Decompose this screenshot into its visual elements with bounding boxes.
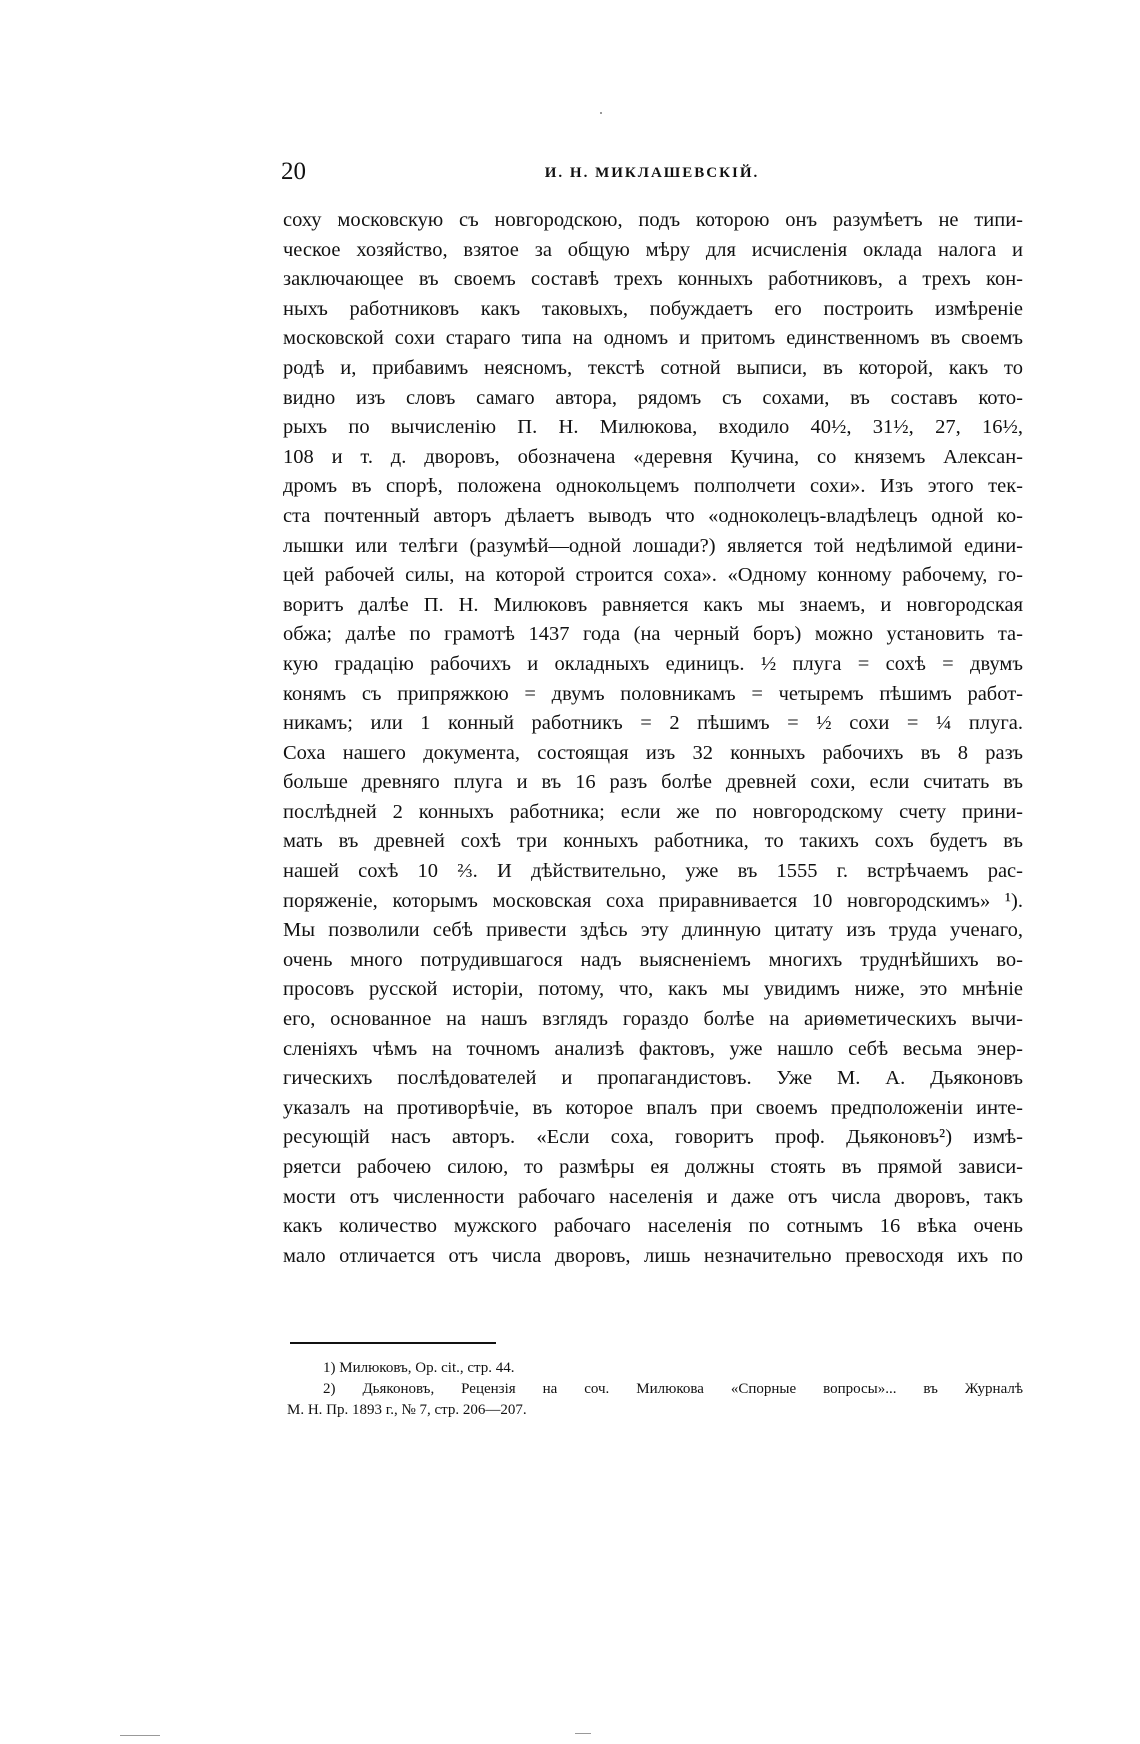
text-line: больше древняго плуга и въ 16 разъ болѣе древней сохи, если считать въ: [283, 771, 1023, 794]
page-number: 20: [281, 158, 306, 185]
scan-speck: [600, 112, 602, 114]
footnote-2-line-1: 2) Дьяконовъ, Рецензія на соч. Милюкова «Спорные вопросы»... въ Журналѣ: [323, 1381, 1023, 1397]
text-line: мости отъ численности рабочаго населенія и даже отъ числа дворовъ, такъ: [283, 1185, 1023, 1208]
text-line: очень много потрудившагося надъ выясненіемъ многихъ труднѣйшихъ во-: [283, 948, 1023, 971]
text-line: воритъ далѣе П. Н. Милюковъ равняется какъ мы знаемъ, и новгородская: [283, 593, 1023, 616]
footnote-1: 1) Милюковъ, Op. cit., стр. 44.: [323, 1360, 515, 1376]
text-line: конямъ съ припряжкою = двумъ половникамъ = четыремъ пѣшимъ работ-: [283, 682, 1023, 705]
text-line: соху московскую съ новгородскою, подъ которою онъ разумѣетъ не типи-: [283, 209, 1023, 231]
text-line: послѣдней 2 конныхъ работника; если же по новгородскому счету прини-: [283, 800, 1023, 823]
text-line: какъ количество мужского рабочаго населенія по сотнымъ 16 вѣка очень: [283, 1215, 1023, 1238]
text-line: Соха нашего документа, состоящая изъ 32 конныхъ рабочихъ въ 8 разъ: [283, 741, 1023, 764]
text-line: ныхъ работниковъ какъ таковыхъ, побуждаетъ его построить измѣреніе: [283, 297, 1023, 320]
running-head: И. Н. МИКЛАШЕВСКІЙ.: [544, 165, 760, 181]
text-line: просовъ русской исторіи, потому, что, какъ мы увидимъ ниже, это мнѣніе: [283, 978, 1023, 1001]
text-line: видно изъ словъ самаго автора, рядомъ съ сохами, въ составъ кото-: [283, 386, 1023, 409]
scan-speck: [575, 1733, 591, 1734]
text-line: рыхъ по вычисленію П. Н. Милюкова, входило 40½, 31½, 27, 16½,: [283, 416, 1023, 439]
text-line: цей рабочей силы, на которой строится соха». «Одному конному рабочему, го-: [283, 564, 1023, 587]
text-line: Мы позволили себѣ привести здѣсь эту длинную цитату изъ труда ученаго,: [283, 919, 1023, 942]
footnote-rule: [290, 1342, 496, 1344]
text-line: заключающее въ своемъ составѣ трехъ конныхъ работниковъ, а трехъ кон-: [283, 268, 1023, 291]
text-line: московской сохи стараго типа на одномъ и притомъ единственномъ въ своемъ: [283, 327, 1023, 350]
text-line: мало отличается отъ числа дворовъ, лишь незначительно превосходя ихъ по: [283, 1244, 1023, 1267]
scan-speck: [120, 1735, 160, 1736]
footnotes: [287, 1358, 1023, 1421]
text-line: гическихъ послѣдователей и пропагандистовъ. Уже М. А. Дьяконовъ: [283, 1067, 1023, 1090]
text-line: мать въ древней сохѣ три конныхъ работника, то такихъ сохъ будетъ въ: [283, 830, 1023, 853]
text-line: его, основанное на нашъ взглядъ гораздо болѣе на ариѳметическихъ вычи-: [283, 1008, 1023, 1031]
text-line: родѣ и, прибавимъ неясномъ, текстѣ сотной выписи, въ которой, какъ то: [283, 356, 1023, 379]
text-line: указалъ на противорѣчіе, въ которое впалъ при своемъ предположеніи инте-: [283, 1096, 1023, 1119]
text-line: поряженіе, которымъ московская соха приравнивается 10 новгородскимъ» ¹).: [283, 889, 1023, 912]
text-line: 108 и т. д. дворовъ, обозначена «деревня Кучина, со княземъ Алексан-: [283, 445, 1023, 468]
page-header: [281, 156, 1023, 188]
text-line: ческое хозяйство, взятое за общую мѣру для исчисленія оклада налога и: [283, 238, 1023, 261]
text-line: обжа; далѣе по грамотѣ 1437 года (на черный боръ) можно установить та-: [283, 623, 1023, 646]
text-line: кую градацію рабочихъ и окладныхъ единицъ. ½ плуга = сохѣ = двумъ: [283, 652, 1023, 675]
text-line: ресующій насъ авторъ. «Если соха, говоритъ проф. Дьяконовъ²) измѣ-: [283, 1126, 1023, 1149]
text-line: ряетси рабочею силою, то размѣры ея должны стоять въ прямой зависи-: [283, 1156, 1023, 1178]
text-line: лышки или телѣги (разумѣй—одной лошади?) является той недѣлимой едини-: [283, 534, 1023, 557]
text-line: дромъ въ спорѣ, положена однокольцемъ полполчети сохи». Изъ этого тек-: [283, 475, 1023, 498]
text-line: ста почтенный авторъ дѣлаетъ выводъ что «одноколецъ-владѣлецъ одной ко-: [283, 504, 1023, 527]
text-line: никамъ; или 1 конный работникъ = 2 пѣшимъ = ½ сохи = ¼ плуга.: [283, 712, 1023, 735]
body-text: [283, 206, 1023, 1271]
footnote-2-line-2: М. Н. Пр. 1893 г., № 7, стр. 206—207.: [287, 1402, 527, 1418]
text-line: сленіяхъ чѣмъ на точномъ анализѣ фактовъ, уже нашло себѣ весьма энер-: [283, 1037, 1023, 1060]
text-line: нашей сохѣ 10 ⅔. И дѣйствительно, уже въ 1555 г. встрѣчаемъ рас-: [283, 860, 1023, 883]
